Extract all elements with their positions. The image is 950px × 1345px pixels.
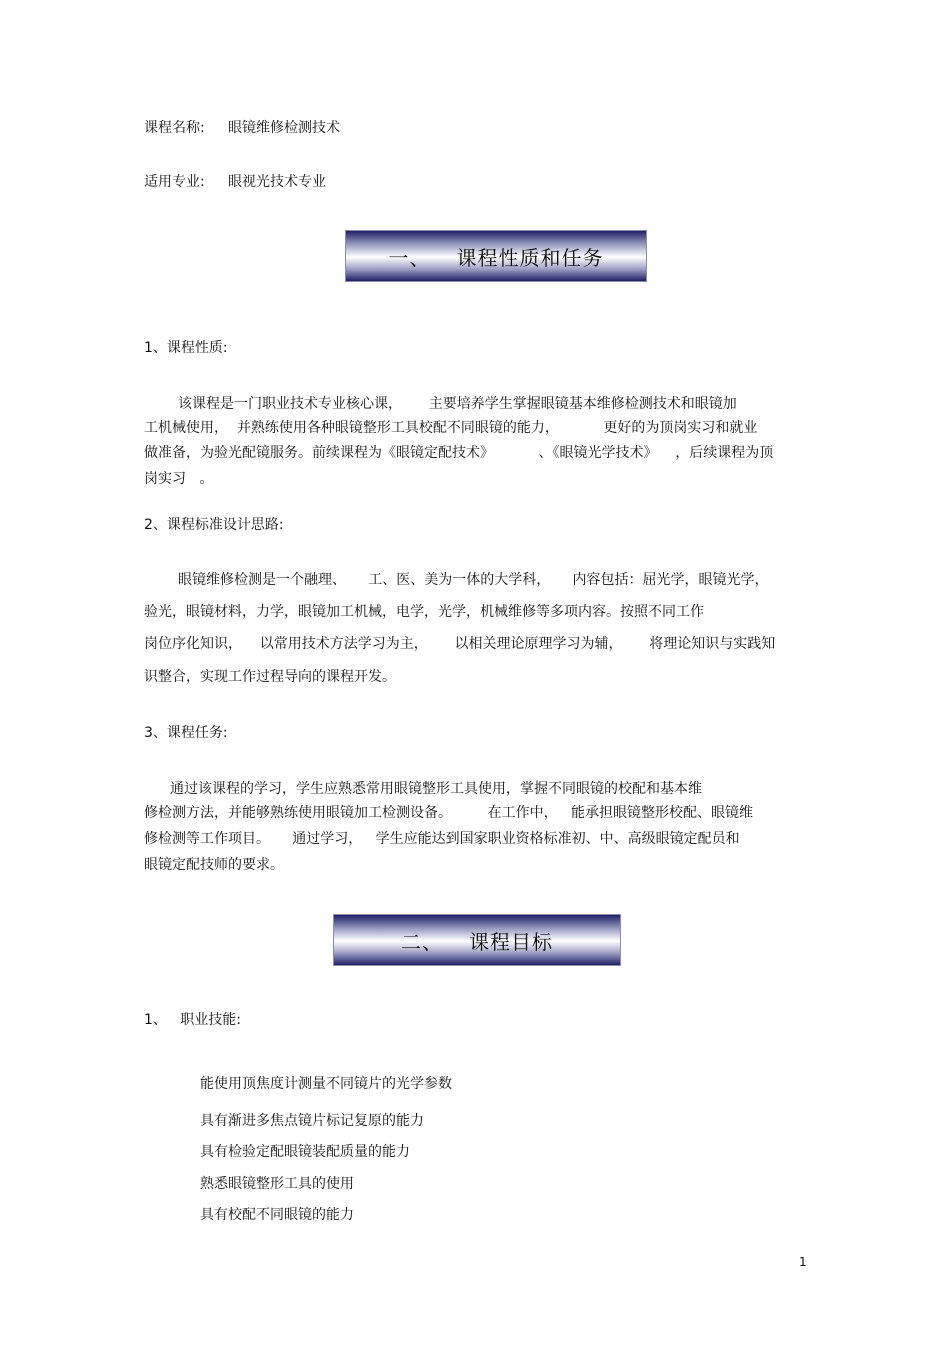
course-name-label: 课程名称:	[144, 120, 205, 136]
section-1-banner	[345, 230, 647, 282]
skill-item: 具有检验定配眼镜装配质量的能力	[200, 1144, 410, 1160]
paragraph-line: 眼镜维修检测是一个融理、 工、医、美为一体的大学科， 内容包括：屈光学，眼镜光学，	[178, 572, 769, 588]
skill-item: 能使用顶焦度计测量不同镜片的光学参数	[200, 1076, 452, 1092]
paragraph-line: 识整合，实现工作过程导向的课程开发。	[144, 669, 396, 685]
paragraph-line: 验光，眼镜材料，力学，眼镜加工机械，电学，光学，机械维修等多项内容。按照不同工作	[144, 604, 704, 620]
skill-item: 具有校配不同眼镜的能力	[200, 1207, 354, 1223]
major-value: 眼视光技术专业	[228, 174, 326, 190]
paragraph-line: 工机械使用， 并熟练使用各种眼镜整形工具校配不同眼镜的能力， 更好的为顶岗实习和就业	[144, 420, 758, 436]
paragraph-line: 眼镜定配技师的要求。	[144, 857, 284, 873]
page-number: 1	[799, 1255, 807, 1269]
major-label: 适用专业:	[144, 174, 205, 190]
skill-item: 熟悉眼镜整形工具的使用	[200, 1176, 354, 1192]
section-2-number: 二、	[401, 929, 443, 954]
paragraph-line: 岗实习 。	[144, 471, 214, 487]
section-1-sub2-heading: 2、课程标准设计思路:	[144, 517, 284, 533]
paragraph-line: 做准备，为验光配镜服务。前续课程为《眼镜定配技术》 、《眼镜光学技术》 ，后续课程为顶	[144, 445, 774, 461]
paragraph-line: 通过该课程的学习，学生应熟悉常用眼镜整形工具使用，掌握不同眼镜的校配和基本维	[170, 781, 702, 797]
paragraph-line: 修检测等工作项目。 通过学习， 学生应能达到国家职业资格标准初、中、高级眼镜定配员和	[144, 831, 740, 847]
paragraph-line: 该课程是一门职业技术专业核心课， 主要培养学生掌握眼镜基本维修检测技术和眼镜加	[178, 396, 737, 412]
skill-item: 具有渐进多焦点镜片标记复原的能力	[200, 1113, 424, 1129]
section-2-banner	[333, 914, 621, 966]
course-name-value: 眼镜维修检测技术	[228, 120, 340, 136]
section-2-sub1-heading: 1、 职业技能:	[144, 1012, 241, 1028]
section-1-sub3-heading: 3、课程任务:	[144, 725, 228, 741]
section-1-sub1-heading: 1、课程性质:	[144, 340, 228, 356]
paragraph-line: 修检测方法，并能够熟练使用眼镜加工检测设备。 在工作中， 能承担眼镜整形校配、眼镜维	[144, 805, 753, 821]
section-1-number: 一、	[388, 245, 431, 270]
paragraph-line: 岗位序化知识， 以常用技术方法学习为主， 以相关理论原理学习为辅， 将理论知识与实践知	[144, 636, 776, 652]
section-1-title: 课程性质和任务	[456, 245, 604, 270]
section-2-title: 课程目标	[469, 929, 553, 954]
